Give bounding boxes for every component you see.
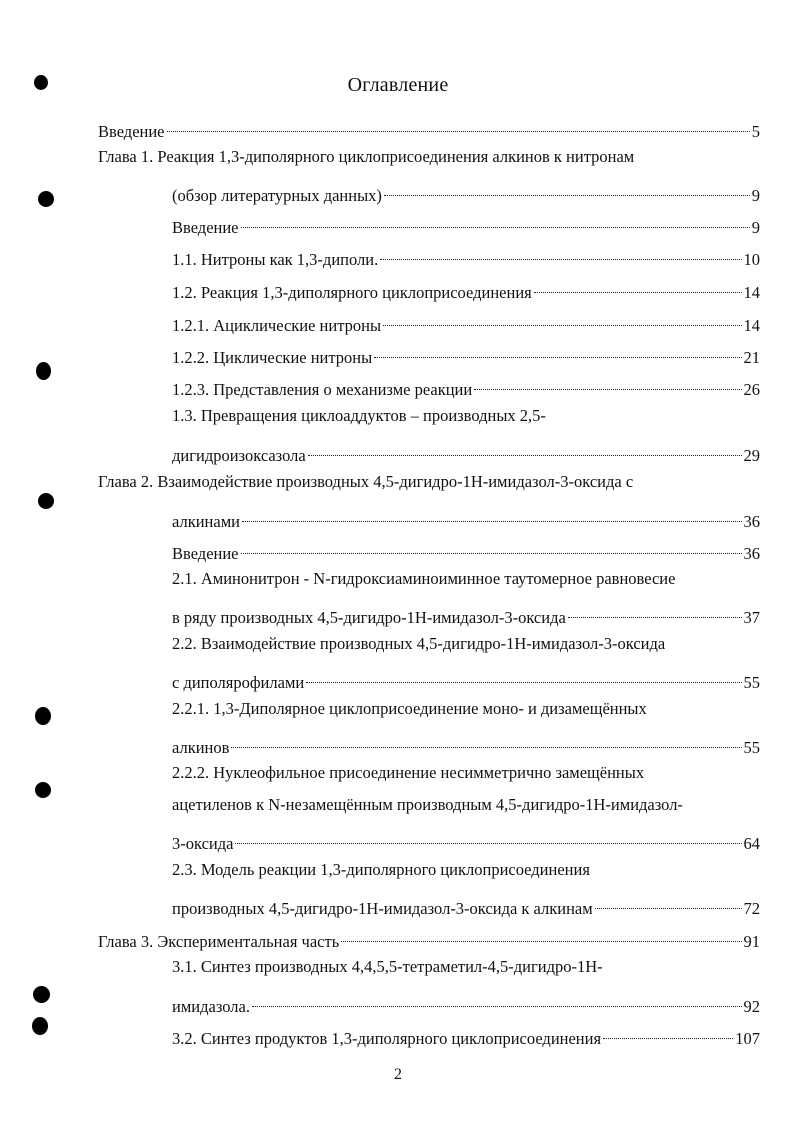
toc-entry-text: производных 4,5-дигидро-1Н-имидазол-3-оксида к алкинам bbox=[172, 899, 593, 918]
toc-entry-page: 37 bbox=[743, 608, 760, 627]
leader-dots bbox=[341, 919, 741, 942]
toc-entry-text: 1.2. Реакция 1,3-диполярного циклоприсоединения bbox=[172, 283, 532, 302]
toc-entry-page: 55 bbox=[743, 738, 760, 757]
punch-hole bbox=[38, 191, 54, 207]
toc-entry-text: 2.2.1. 1,3-Диполярное циклоприсоединение моно- и дизамещённых bbox=[172, 699, 647, 718]
leader-dots bbox=[374, 335, 741, 358]
toc-entry bbox=[98, 924, 760, 951]
toc-entry-text: Глава 2. Взаимодействие производных 4,5-дигидро-1Н-имидазол-3-оксида с bbox=[98, 472, 634, 491]
leader-dots bbox=[534, 270, 742, 293]
toc-entry bbox=[172, 600, 760, 627]
toc-entry-text: 1.1. Нитроны как 1,3-диполи. bbox=[172, 250, 379, 269]
toc-entry-text: Введение bbox=[98, 122, 165, 141]
leader-dots bbox=[568, 595, 742, 618]
toc-entry-text: с диполярофилами bbox=[172, 673, 305, 692]
leader-dots bbox=[235, 821, 741, 844]
page-title: Оглавление bbox=[347, 74, 449, 96]
punch-hole bbox=[32, 1017, 48, 1035]
leader-dots bbox=[474, 367, 741, 390]
leader-dots bbox=[380, 237, 741, 260]
toc-entry bbox=[172, 568, 760, 590]
toc-entry-text: 2.1. Аминонитрон - N-гидроксиаминоиминное таутомерное равновесие bbox=[172, 569, 676, 588]
toc-entry-page: 10 bbox=[743, 250, 760, 269]
toc-entry-text: 3-оксида bbox=[172, 834, 234, 853]
toc-entry-page: 9 bbox=[751, 218, 760, 237]
toc-entry bbox=[172, 762, 760, 784]
toc-entry bbox=[172, 242, 760, 269]
toc-entry-page: 92 bbox=[743, 997, 760, 1016]
leader-dots bbox=[252, 984, 742, 1007]
toc-entry bbox=[172, 340, 760, 367]
toc-entry bbox=[172, 308, 760, 335]
toc-entry bbox=[172, 633, 760, 655]
toc-entry-page: 72 bbox=[743, 899, 760, 918]
toc-entry-text: 1.2.3. Представления о механизме реакции bbox=[172, 380, 473, 399]
toc-entry bbox=[172, 210, 760, 237]
toc-entry-text: ацетиленов к N-незамещённым производным 4,5-дигидро-1Н-имидазол- bbox=[172, 795, 683, 814]
toc-entry-text: Глава 1. Реакция 1,3-диполярного циклоприсоединения алкинов к нитронам bbox=[98, 147, 635, 166]
toc-entry-text: алкинов bbox=[172, 738, 230, 757]
toc-entry-text: 3.1. Синтез производных 4,4,5,5-тетраметил-4,5-дигидро-1Н- bbox=[172, 957, 603, 976]
leader-dots bbox=[242, 499, 742, 522]
toc-entry-text: имидазола. bbox=[172, 997, 250, 1016]
toc-entry-page: 21 bbox=[743, 348, 760, 367]
toc-entry bbox=[172, 504, 760, 531]
toc-entry bbox=[172, 698, 760, 720]
punch-hole bbox=[35, 782, 51, 798]
page-number: 2 bbox=[394, 1066, 402, 1083]
toc-entry-text: (обзор литературных данных) bbox=[172, 186, 382, 205]
toc-entry-page: 36 bbox=[743, 544, 760, 563]
punch-hole bbox=[38, 493, 54, 509]
toc-entry-text: 1.2.2. Циклические нитроны bbox=[172, 348, 373, 367]
toc-entry-page: 91 bbox=[743, 932, 760, 951]
leader-dots bbox=[241, 205, 750, 228]
punch-hole bbox=[33, 986, 50, 1003]
punch-hole bbox=[35, 707, 51, 725]
toc-entry bbox=[172, 438, 760, 465]
leader-dots bbox=[595, 886, 742, 909]
toc-entry bbox=[172, 794, 760, 816]
toc-entry bbox=[172, 859, 760, 881]
toc-entry-page: 26 bbox=[743, 380, 760, 399]
toc-entry bbox=[98, 471, 760, 493]
toc-entry-page: 9 bbox=[751, 186, 760, 205]
toc-entry-text: Введение bbox=[172, 218, 239, 237]
toc-entry-text: Глава 3. Экспериментальная часть bbox=[98, 932, 340, 951]
toc-entry bbox=[172, 536, 760, 563]
toc-entry-text: 1.2.1. Ациклические нитроны bbox=[172, 316, 382, 335]
toc-entry-text: алкинами bbox=[172, 512, 240, 531]
toc-entry bbox=[172, 405, 760, 427]
toc-entry bbox=[172, 956, 760, 978]
toc-entry bbox=[172, 989, 760, 1016]
leader-dots bbox=[383, 303, 741, 326]
punch-hole bbox=[34, 75, 48, 90]
toc-entry-page: 107 bbox=[735, 1029, 760, 1048]
toc-entry-text: в ряду производных 4,5-дигидро-1Н-имидазол-3-оксида bbox=[172, 608, 566, 627]
toc-entry-page: 5 bbox=[751, 122, 760, 141]
toc-entry-page: 29 bbox=[743, 446, 760, 465]
toc-entry-text: 3.2. Синтез продуктов 1,3-диполярного циклоприсоединения bbox=[172, 1029, 602, 1048]
toc-entry bbox=[172, 178, 760, 205]
toc-entry bbox=[98, 146, 760, 168]
toc-entry bbox=[172, 1021, 760, 1048]
toc-entry bbox=[172, 826, 760, 853]
punch-hole bbox=[36, 362, 51, 380]
leader-dots bbox=[241, 531, 742, 554]
toc-entry-page: 55 bbox=[743, 673, 760, 692]
toc-entry-text: 1.3. Превращения циклоаддуктов – производных 2,5- bbox=[172, 406, 546, 425]
leader-dots bbox=[167, 109, 750, 132]
toc-entry-text: 2.2. Взаимодействие производных 4,5-дигидро-1Н-имидазол-3-оксида bbox=[172, 634, 666, 653]
toc-entry-page: 36 bbox=[743, 512, 760, 531]
leader-dots bbox=[306, 660, 741, 683]
toc-entry-text: Введение bbox=[172, 544, 239, 563]
toc-entry bbox=[172, 891, 760, 918]
toc-entry bbox=[172, 730, 760, 757]
toc-entry bbox=[98, 114, 760, 141]
toc-entry-page: 64 bbox=[743, 834, 760, 853]
leader-dots bbox=[231, 725, 741, 748]
toc-entry-page: 14 bbox=[743, 283, 760, 302]
leader-dots bbox=[308, 433, 742, 456]
toc-entry-page: 14 bbox=[743, 316, 760, 335]
leader-dots bbox=[384, 173, 750, 196]
toc-entry bbox=[172, 665, 760, 692]
toc-entry-text: 2.2.2. Нуклеофильное присоединение несимметрично замещённых bbox=[172, 763, 645, 782]
toc-entry-text: 2.3. Модель реакции 1,3-диполярного циклоприсоединения bbox=[172, 860, 590, 879]
toc-entry bbox=[172, 275, 760, 302]
toc-entry bbox=[172, 372, 760, 399]
toc-entry-text: дигидроизоксазола bbox=[172, 446, 306, 465]
leader-dots bbox=[603, 1016, 733, 1039]
